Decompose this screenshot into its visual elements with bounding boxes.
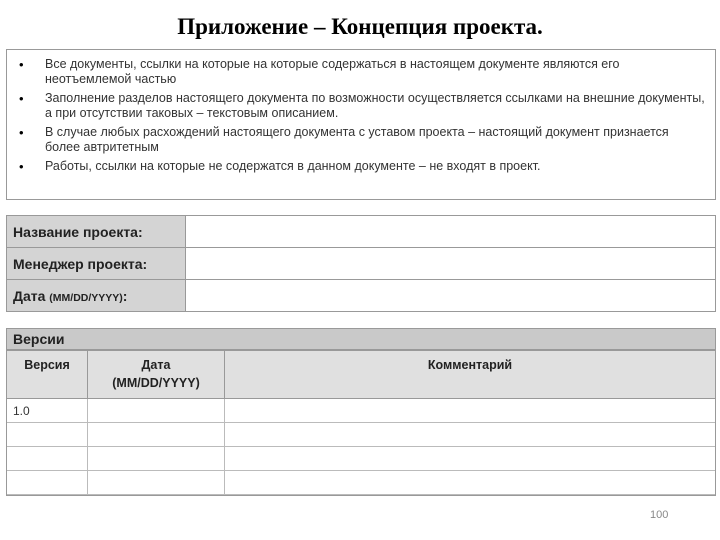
versions-header-row: [7, 351, 715, 399]
version-cell[interactable]: 1.0: [7, 399, 88, 423]
project-manager-label: Менеджер проекта:: [7, 248, 186, 280]
note-item: [19, 91, 705, 121]
comment-cell[interactable]: [225, 399, 716, 423]
version-cell[interactable]: [7, 423, 88, 447]
date-cell[interactable]: [88, 399, 225, 423]
table-row: [7, 471, 715, 495]
date-cell[interactable]: [88, 471, 225, 495]
date-cell[interactable]: [88, 447, 225, 471]
bullet-icon: •: [19, 91, 24, 106]
notes-box: [6, 49, 716, 200]
project-name-label: Название проекта:: [7, 216, 186, 248]
date-cell[interactable]: [88, 423, 225, 447]
comment-cell[interactable]: [225, 423, 716, 447]
table-row: [7, 423, 715, 447]
bullet-icon: •: [19, 159, 24, 174]
project-name-row: [7, 216, 716, 248]
version-cell[interactable]: [7, 447, 88, 471]
col-date-label: Дата: [141, 358, 171, 372]
col-comment-header: Комментарий: [225, 351, 716, 399]
project-info-table: [6, 215, 716, 312]
col-date-format: (MM/DD/YYYY): [112, 376, 200, 390]
note-item: [19, 57, 705, 87]
page-number: 100: [650, 509, 669, 521]
col-version-header: Версия: [7, 351, 88, 399]
col-date-header: [88, 351, 225, 399]
comment-cell[interactable]: [225, 471, 716, 495]
note-text: Заполнение разделов настоящего документа по возможности осуществляется ссылками на внешние документы, а при отсутствии таковых – текстовым описанием.: [45, 91, 705, 120]
note-text: Работы, ссылки на которые не содержатся в данном документе – не входят в проект.: [45, 159, 541, 173]
project-manager-field[interactable]: [186, 248, 716, 280]
project-date-field[interactable]: [186, 280, 716, 312]
version-cell[interactable]: [7, 471, 88, 495]
note-item: [19, 159, 705, 174]
date-label-text: Дата: [13, 287, 46, 304]
date-format-hint: (MM/DD/YYYY): [49, 291, 123, 304]
project-manager-row: [7, 248, 716, 280]
versions-section: [6, 328, 716, 496]
bullet-icon: •: [19, 125, 24, 140]
versions-heading: Версии: [7, 329, 715, 350]
project-date-row: [7, 280, 716, 312]
table-row: [7, 447, 715, 471]
page-title: Приложение – Концепция проекта.: [177, 14, 543, 39]
note-text: Все документы, ссылки на которые на которые содержаться в настоящем документе являются его неотъемлемой частью: [45, 57, 620, 86]
note-text: В случае любых расхождений настоящего документа с уставом проекта – настоящий документ признается более автритетным: [45, 125, 669, 154]
project-name-field[interactable]: [186, 216, 716, 248]
note-item: [19, 125, 705, 155]
comment-cell[interactable]: [225, 447, 716, 471]
versions-table: [7, 350, 715, 495]
date-label-colon: :: [122, 287, 128, 304]
project-date-label: [7, 280, 186, 312]
table-row: [7, 399, 715, 423]
bullet-icon: •: [19, 57, 24, 72]
